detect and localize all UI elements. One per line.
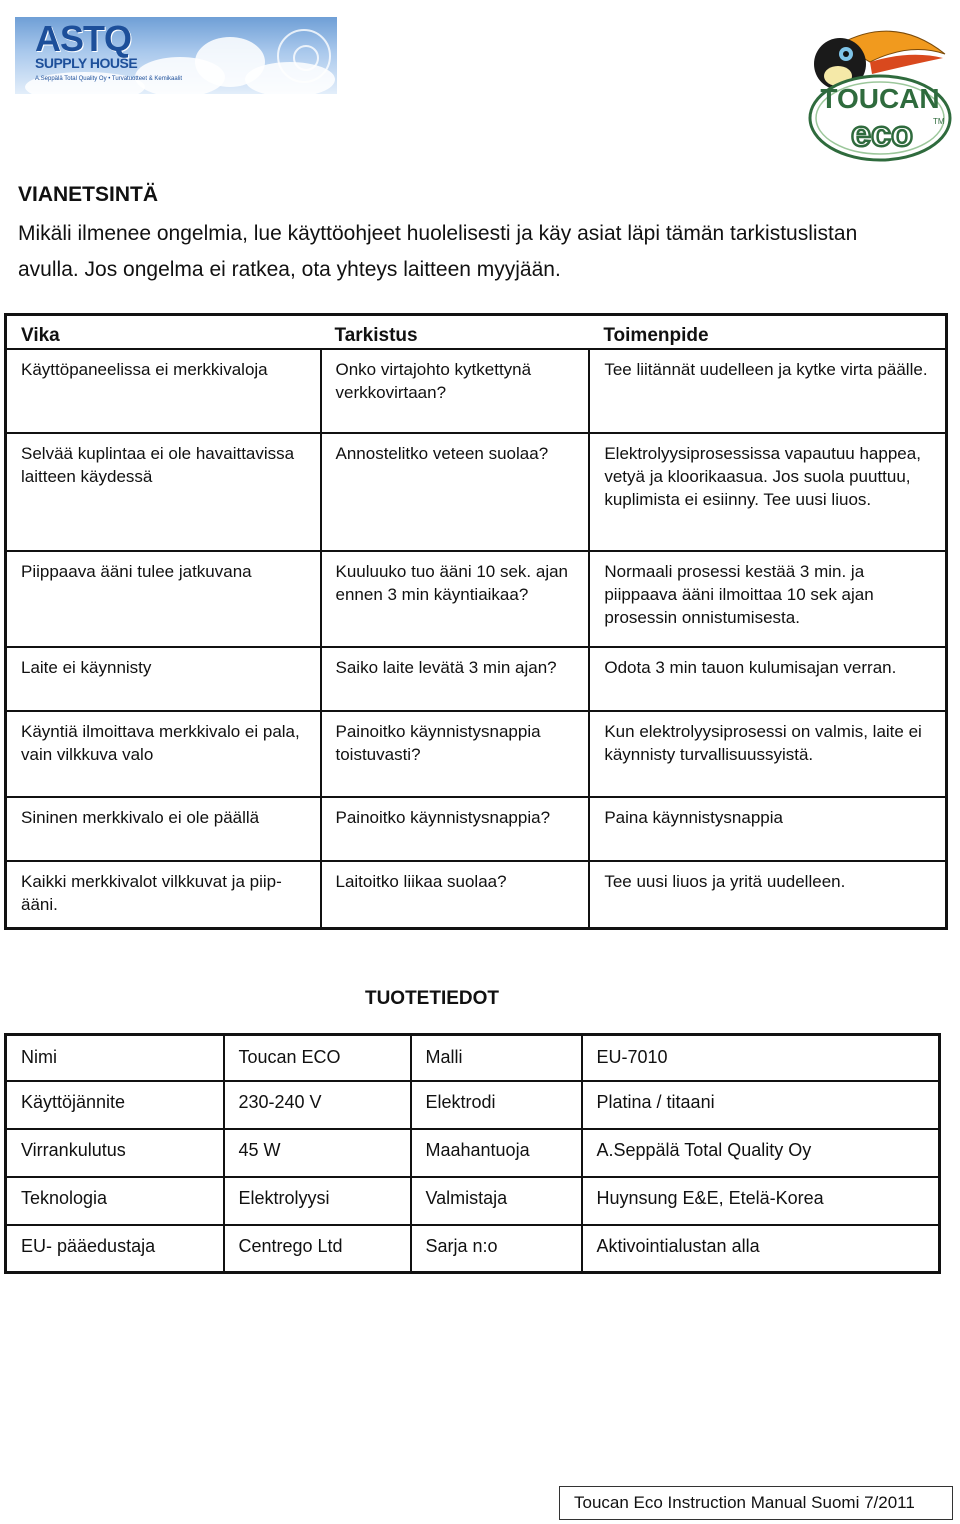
table-cell: Piippaava ääni tulee jatkuvana (6, 551, 321, 647)
table-cell: Toucan ECO (224, 1035, 411, 1081)
troubleshooting-table (4, 313, 948, 930)
table-cell: Elektrodi (411, 1081, 582, 1129)
table-cell: Onko virtajohto kytkettynä verkkovirtaan? (321, 349, 590, 433)
table-cell: Platina / titaani (582, 1081, 940, 1129)
table-cell: Valmistaja (411, 1177, 582, 1225)
table-cell: Tee uusi liuos ja yritä uudelleen. (589, 861, 946, 929)
quality-seal-icon (277, 29, 331, 83)
toucan-logo-eco: eco (850, 113, 914, 154)
page-footer: Toucan Eco Instruction Manual Suomi 7/2011 (559, 1486, 953, 1520)
intro-paragraph: Mikäli ilmenee ongelmia, lue käyttöohjeet huolelisesti ja käy asiat läpi tämän tarkistuslistan avulla. Jos ongelma ei ratkea, ota yhteys laitteen myyjään. (18, 222, 858, 281)
product-info-title: TUOTETIEDOT (364, 988, 500, 1009)
astq-logo-subtitle: SUPPLY HOUSE (35, 55, 138, 71)
table-cell: Laite ei käynnisty (6, 647, 321, 711)
table-cell: Painoitko käynnistysnappia toistuvasti? (321, 711, 590, 797)
table-cell: A.Seppälä Total Quality Oy (582, 1129, 940, 1177)
toucan-logo-trademark: TM (933, 117, 945, 126)
toucan-eco-logo (800, 14, 960, 164)
toucan-logo-name: TOUCAN (820, 83, 940, 114)
table-cell: Tee liitännät uudelleen ja kytke virta päälle. (589, 349, 946, 433)
table-cell: Käyntiä ilmoittava merkkivalo ei pala, vain vilkkuva valo (6, 711, 321, 797)
table-row (6, 647, 947, 711)
table-cell: Paina käynnistysnappia (589, 797, 946, 861)
table-cell: Annostelitko veteen suolaa? (321, 433, 590, 551)
table-cell: Elektrolyysi (224, 1177, 411, 1225)
table-cell: Elektrolyysiprosessissa vapautuu happea, vetyä ja kloorikaasua. Jos suola puuttuu, kuplimista ei esiinny. Tee uusi liuos. (589, 433, 946, 551)
column-header-action: Toimenpide (589, 315, 946, 349)
table-row (6, 711, 947, 797)
table-cell: Aktivointialustan alla (582, 1225, 940, 1273)
table-row (6, 1225, 940, 1273)
table-row (6, 1177, 940, 1225)
table-cell: Virrankulutus (6, 1129, 224, 1177)
table-cell: Saiko laite levätä 3 min ajan? (321, 647, 590, 711)
astq-logo-name: ASTQ (35, 18, 132, 59)
table-cell: EU-7010 (582, 1035, 940, 1081)
column-header-fault: Vika (6, 315, 321, 349)
table-row (6, 349, 947, 433)
table-cell: Kaikki merkkivalot vilkkuvat ja piip-ääni. (6, 861, 321, 929)
table-cell: Normaali prosessi kestää 3 min. ja piippaava ääni ilmoittaa 10 sek ajan prosessin onnistumisesta. (589, 551, 946, 647)
table-cell: Nimi (6, 1035, 224, 1081)
table-cell: Painoitko käynnistysnappia? (321, 797, 590, 861)
table-cell: Centrego Ltd (224, 1225, 411, 1273)
table-cell: Laitoitko liikaa suolaa? (321, 861, 590, 929)
table-cell: Maahantuoja (411, 1129, 582, 1177)
table-row (6, 1035, 940, 1081)
table-cell: Käyttöpaneelissa ei merkkivaloja (6, 349, 321, 433)
table-cell: Sininen merkkivalo ei ole päällä (6, 797, 321, 861)
astq-supply-house-logo (15, 17, 337, 94)
product-info-table (4, 1033, 941, 1274)
table-cell: Kun elektrolyysiprosessi on valmis, laite ei käynnisty turvallisuussyistä. (589, 711, 946, 797)
table-cell: Selvää kuplintaa ei ole havaittavissa laitteen käydessä (6, 433, 321, 551)
table-cell: 45 W (224, 1129, 411, 1177)
column-header-check: Tarkistus (321, 315, 590, 349)
table-cell: Teknologia (6, 1177, 224, 1225)
astq-logo-tagline: A.Seppälä Total Quality Oy • Turvatuotteet & Kemikaalit (35, 76, 183, 82)
table-cell: Odota 3 min tauon kulumisajan verran. (589, 647, 946, 711)
table-row (6, 551, 947, 647)
table-header-row (6, 315, 947, 349)
table-cell: Kuuluuko tuo ääni 10 sek. ajan ennen 3 min käyntiaikaa? (321, 551, 590, 647)
table-row (6, 797, 947, 861)
table-cell: Huynsung E&E, Etelä-Korea (582, 1177, 940, 1225)
table-row (6, 433, 947, 551)
table-cell: Sarja n:o (411, 1225, 582, 1273)
table-row (6, 861, 947, 929)
table-cell: Malli (411, 1035, 582, 1081)
table-cell: Käyttöjännite (6, 1081, 224, 1129)
table-cell: EU- pääedustaja (6, 1225, 224, 1273)
section-title: VIANETSINTÄ (18, 183, 159, 206)
table-row (6, 1129, 940, 1177)
table-cell: 230-240 V (224, 1081, 411, 1129)
table-row (6, 1081, 940, 1129)
